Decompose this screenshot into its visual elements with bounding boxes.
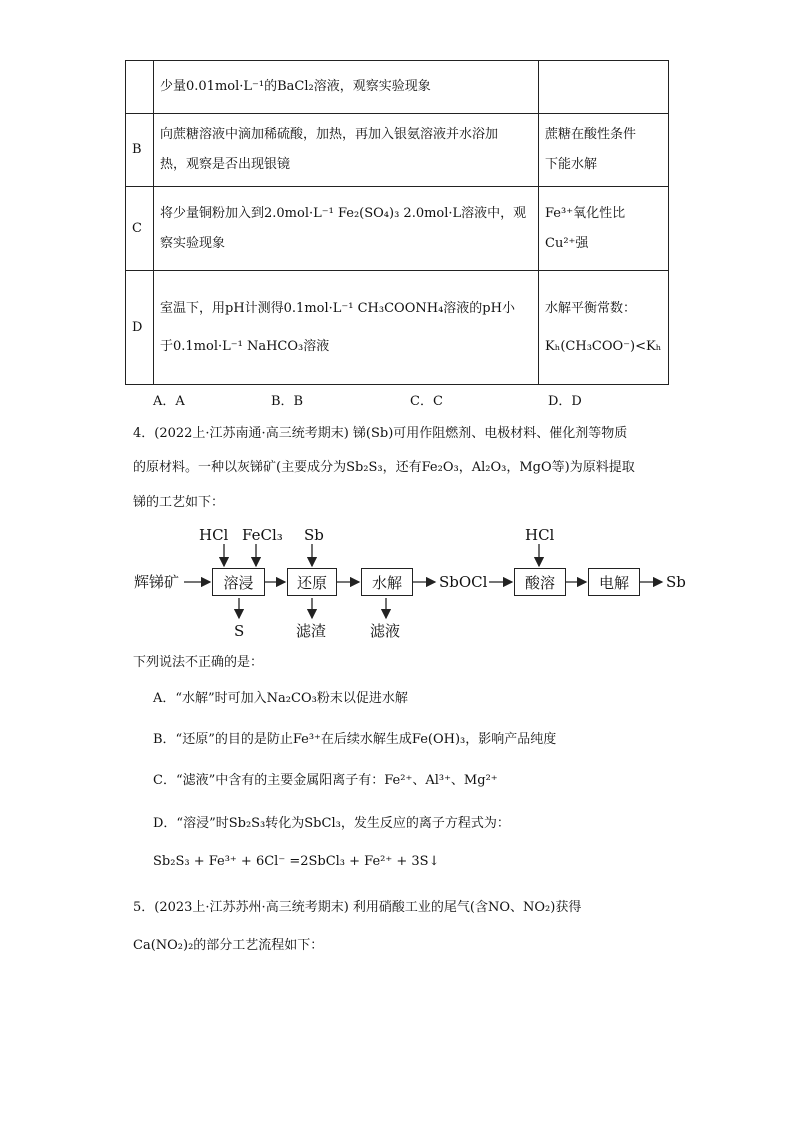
reagent-sb-label: Sb [304, 526, 324, 544]
option-b[interactable]: B．B [271, 394, 304, 409]
method-cell: 少量0.01mol·L⁻¹的BaCl₂溶液，观察实验现象 [154, 61, 539, 114]
q4-option-a[interactable]: A．“水解”时可加入Na₂CO₃粉末以促进水解 [153, 691, 408, 706]
conclusion-line: Fe³⁺氧化性比 [545, 205, 626, 221]
product-label: Sb [666, 573, 686, 591]
option-c[interactable]: C．C [410, 394, 443, 409]
conclusion-cell [539, 187, 669, 271]
intermediate-label: SbOCl [439, 573, 488, 591]
question-5-intro: Ca(NO₂)₂的部分工艺流程如下： [133, 938, 324, 953]
method-line: 察实验现象 [160, 235, 226, 251]
conclusion-cell [539, 271, 669, 385]
method-cell [154, 187, 539, 271]
conclusion-line: Cu²⁺强 [545, 235, 589, 251]
conclusion-line: 下能水解 [545, 157, 598, 172]
table-row [126, 271, 669, 385]
option-d[interactable]: D．D [548, 394, 582, 409]
conclusion-line: 水解平衡常数： [545, 300, 637, 316]
conclusion-cell [539, 61, 669, 114]
reagent-fecl3-label: FeCl₃ [242, 526, 283, 544]
q4-option-d[interactable]: D．“溶浸”时Sb₂S₃转化为SbCl₃，发生反应的离子方程式为： [153, 816, 510, 831]
output-filtrate-label: 滤液 [370, 622, 401, 640]
option-a[interactable]: A．A [153, 394, 185, 409]
question-4-intro: 锑的工艺如下： [133, 495, 225, 510]
method-line: 于0.1mol·L⁻¹ NaHCO₃溶液 [160, 338, 330, 354]
conclusion-line: Kₕ(CH₃COO⁻)<Kₕ [545, 338, 662, 354]
output-s-label: S [234, 622, 245, 640]
step-hydrolysis-box: 水解 [361, 568, 413, 596]
method-line: 向蔗糖溶液中滴加稀硫酸，加热，再加入银氨溶液并水浴加 [160, 127, 499, 142]
question-4-intro: 4．(2022上·江苏南通·高三统考期末) 锑(Sb)可用作阻燃剂、电极材料、催化剂等物质 [133, 426, 628, 441]
q4-option-b[interactable]: B．“还原”的目的是防止Fe³⁺在后续水解生成Fe(OH)₃，影响产品纯度 [153, 732, 557, 747]
method-cell [154, 114, 539, 187]
row-label [126, 61, 154, 114]
method-line: 热，观察是否出现银镜 [160, 157, 291, 172]
table-row [126, 114, 669, 187]
question-5-intro: 5．(2023上·江苏苏州·高三统考期末) 利用硝酸工业的尾气(含NO、NO₂)获得 [133, 900, 582, 915]
method-line: 室温下，用pH计测得0.1mol·L⁻¹ CH₃COONH₄溶液的pH小 [160, 300, 515, 316]
question-4-prompt: 下列说法不正确的是： [133, 655, 264, 670]
step-acid-box: 酸溶 [514, 568, 566, 596]
row-label: B [126, 114, 154, 187]
method-cell [154, 271, 539, 385]
method-line: 将少量铜粉加入到2.0mol·L⁻¹ Fe₂(SO₄)₃ 2.0mol·L溶液中，观 [160, 205, 527, 221]
step-electrolysis-box: 电解 [588, 568, 640, 596]
q4-option-c[interactable]: C．“滤液”中含有的主要金属阳离子有：Fe²⁺、Al³⁺、Mg²⁺ [153, 773, 498, 788]
output-residue-label: 滤渣 [296, 622, 327, 640]
step-leach-box: 溶浸 [212, 568, 265, 596]
table-row [126, 187, 669, 271]
row-label: C [126, 187, 154, 271]
conclusion-cell [539, 114, 669, 187]
step-reduce-box: 还原 [287, 568, 337, 596]
table-row [126, 61, 669, 114]
experiment-table [125, 60, 669, 385]
reagent-hcl-acid-label: HCl [525, 526, 555, 544]
conclusion-line: 蔗糖在酸性条件 [545, 127, 637, 142]
raw-material-label: 辉锑矿 [134, 573, 180, 591]
q4-equation: Sb₂S₃ + Fe³⁺ + 6Cl⁻ =2SbCl₃ + Fe²⁺ + 3S↓ [153, 854, 440, 869]
reagent-hcl-label: HCl [199, 526, 229, 544]
question-4-intro: 的原材料。一种以灰锑矿(主要成分为Sb₂S₃，还有Fe₂O₃，Al₂O₃，MgO等)为原料提取 [133, 460, 635, 475]
row-label: D [126, 271, 154, 385]
